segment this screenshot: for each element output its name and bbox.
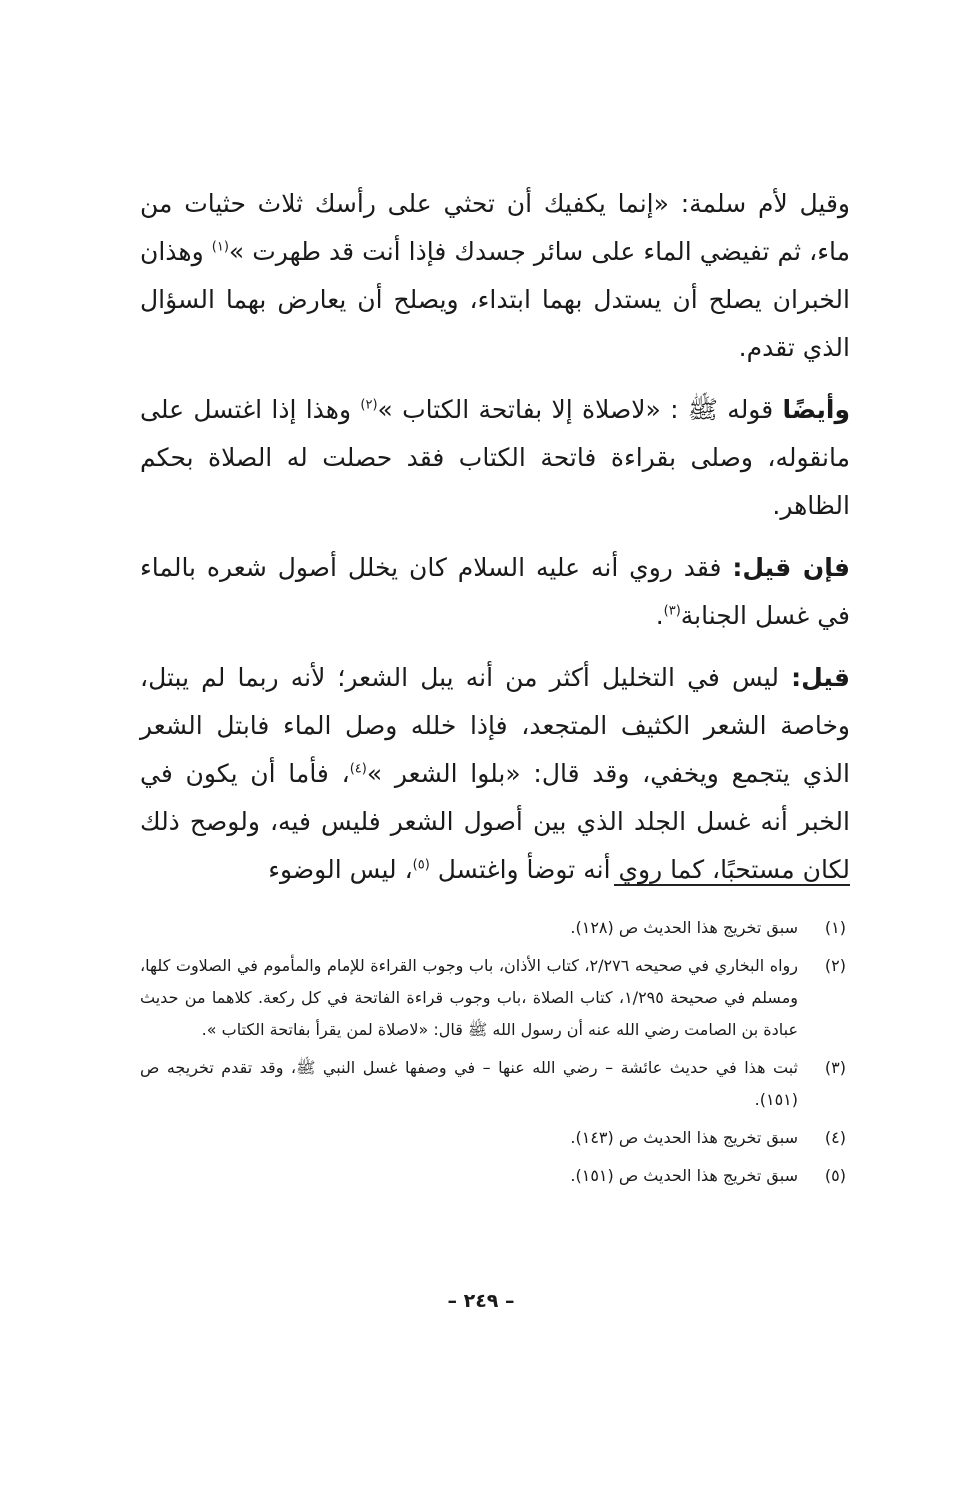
footnote-2 bbox=[140, 950, 846, 1046]
footnote-2-number: (٢) bbox=[824, 956, 846, 975]
page-number: – ٢٤٩ – bbox=[447, 1290, 515, 1312]
footnote-3 bbox=[140, 1052, 846, 1116]
paragraph-3 bbox=[140, 544, 850, 640]
paragraph-2-text: قوله ﷺ : «لاصلاة إلا بفاتحة الكتاب » bbox=[377, 395, 783, 424]
footnote-4-text: سبق تخريج هذا الحديث ص (١٤٣). bbox=[570, 1128, 798, 1147]
footnote-5-number: (٥) bbox=[824, 1166, 846, 1185]
paragraph-4-ending: ، ليس الوضوء bbox=[268, 855, 413, 884]
footnote-2-text: رواه البخاري في صحيحه ٢/٢٧٦، كتاب الأذان، باب وجوب القراءة للإمام والمأموم في الصلاوت كلها، ومسلم في صحيحة ١/٢٩٥، كتاب الصلاة ،باب وجوب قراءة الفاتحة في كل ركعة. كلاهما من حديث عبادة بن الصامت رضي الله عنه أن رسول الله ﷺ قال: «لاصلاة لمن يقرأ بفاتحة الكتاب ». bbox=[140, 956, 799, 1039]
paragraph-2-lead: وأيضًا bbox=[782, 395, 851, 424]
paragraph-4 bbox=[140, 654, 850, 894]
footnote-3-text: ثبت هذا في حديث عائشة – رضي الله عنها – في وصفها غسل النبي ﷺ، وقد تقدم تخريجه ص (١٥١). bbox=[140, 1058, 798, 1109]
footnote-ref-1[interactable]: (١) bbox=[211, 239, 229, 255]
footnote-1-text: سبق تخريج هذا الحديث ص (١٢٨). bbox=[570, 918, 798, 937]
paragraph-1-text: وقيل لأم سلمة: «إنما يكفيك أن تحثي على رأسك ثلاث حثيات من ماء، ثم تفيضي الماء على سائر جسدك فإذا أنت قد طهرت » bbox=[140, 189, 850, 266]
footnote-separator bbox=[614, 884, 850, 886]
main-text bbox=[140, 180, 850, 908]
footnote-4-number: (٤) bbox=[824, 1128, 846, 1147]
paragraph-4-lead: قيل: bbox=[791, 663, 850, 692]
footnote-5 bbox=[140, 1160, 846, 1192]
paragraph-3-lead: فإن قيل: bbox=[732, 553, 851, 582]
paragraph-3-text: فقد روي أنه عليه السلام كان يخلل أصول شعره بالماء في غسل الجنابة bbox=[140, 553, 850, 630]
footnote-5-text: سبق تخريج هذا الحديث ص (١٥١). bbox=[570, 1166, 798, 1185]
footnote-1-number: (١) bbox=[824, 918, 846, 937]
footnote-4 bbox=[140, 1122, 846, 1154]
footnote-ref-2[interactable]: (٢) bbox=[360, 397, 378, 413]
footnote-3-number: (٣) bbox=[824, 1058, 846, 1077]
paragraph-1 bbox=[140, 180, 850, 372]
paragraph-1-continuation: وهذان الخبران يصلح أن يستدل بهما ابتداء، ويصلح أن يعارض بهما السؤال الذي تقدم. bbox=[140, 237, 850, 362]
paragraph-4-text: ليس في التخليل أكثر من أنه يبل الشعر؛ لأنه ربما لم يبتل، وخاصة الشعر الكثيف المتجعد، فإذا خلله وصل الماء فابتل الشعر الذي يتجمع ويخفي، وقد قال: «بلوا الشعر » bbox=[140, 663, 850, 788]
footnote-1 bbox=[140, 912, 846, 944]
paragraph-2 bbox=[140, 386, 850, 530]
paragraph-2-continuation: وهذا إذا اغتسل على مانقوله، وصلى بقراءة فاتحة الكتاب فقد حصلت له الصلاة بحكم الظاهر. bbox=[140, 395, 850, 520]
footnote-ref-3[interactable]: (٣) bbox=[663, 603, 681, 619]
footnote-ref-4[interactable]: (٤) bbox=[349, 761, 367, 777]
footnote-ref-5[interactable]: (٥) bbox=[412, 857, 430, 873]
footnotes bbox=[140, 912, 846, 1198]
paragraph-3-continuation: . bbox=[655, 601, 664, 630]
paragraph-4-continuation: ، فأما أن يكون في الخبر أنه غسل الجلد الذي بين أصول الشعر فليس فيه، ولوصح ذلك لكان مستحبًا، كما روي أنه توضأ واغتسل bbox=[140, 759, 850, 884]
